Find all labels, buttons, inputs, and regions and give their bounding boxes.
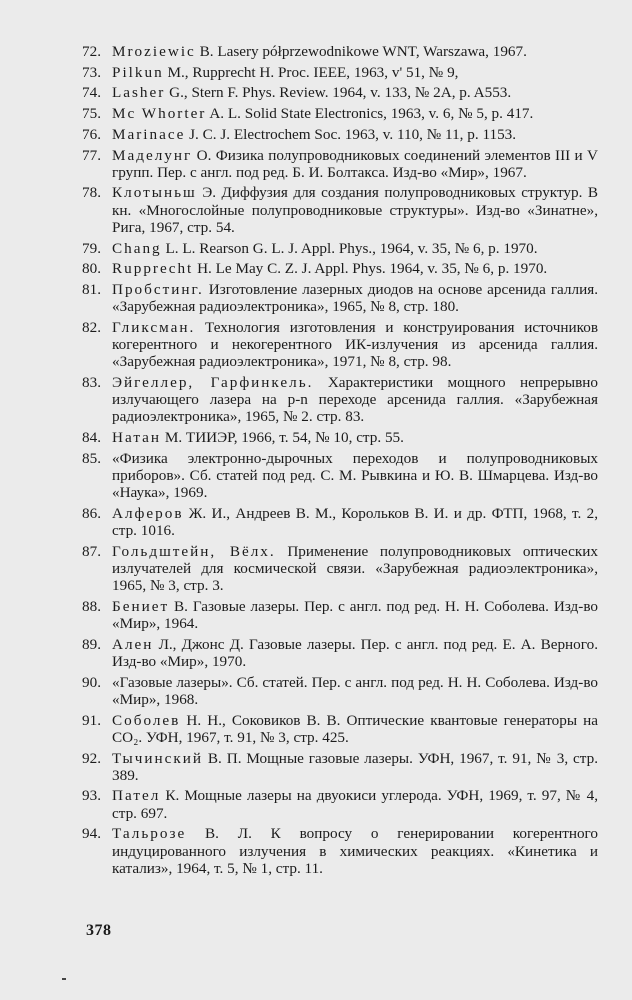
reference-body: Применение полупроводниковых оптических излучателей для космической связи. «Зарубежная радиоэлектроника», 1965, № 3, стр. 3. bbox=[112, 542, 599, 595]
reference-text bbox=[112, 43, 598, 60]
reference-number: 84. bbox=[82, 429, 101, 447]
reference-text bbox=[112, 147, 598, 181]
reference-text bbox=[112, 712, 598, 746]
reference-entry bbox=[82, 429, 598, 446]
reference-author: Ален bbox=[112, 635, 154, 653]
reference-entry bbox=[82, 374, 598, 426]
reference-author: Маделунг bbox=[112, 146, 193, 164]
reference-number: 77. bbox=[82, 146, 101, 164]
reference-author: Mroziewic bbox=[112, 43, 196, 60]
reference-number: 87. bbox=[82, 542, 101, 560]
reference-text bbox=[112, 429, 598, 446]
reference-text bbox=[112, 84, 598, 101]
reference-author: Pilkun bbox=[112, 63, 164, 81]
reference-entry bbox=[82, 636, 598, 670]
reference-number: 94. bbox=[82, 825, 101, 843]
reference-author: Пробстинг. bbox=[112, 280, 204, 298]
reference-entry bbox=[82, 450, 598, 502]
reference-list bbox=[82, 43, 598, 880]
reference-body: Л., Джонс Д. Газовые лазеры. Пер. с англ. под ред. Е. А. Верного. Изд-во «Мир», 1970. bbox=[112, 635, 599, 670]
reference-author: Гольдштейн, Вёлх. bbox=[112, 542, 276, 560]
reference-body: A. L. Solid State Electronics, 1963, v. 6, № 5, p. 417. bbox=[209, 105, 534, 123]
reference-number: 93. bbox=[82, 787, 101, 805]
reference-author: Marinace bbox=[112, 125, 186, 143]
reference-number: 83. bbox=[82, 373, 101, 391]
reference-body: Характеристики мощного непрерывно излучающего лазера на p-n переходе арсенида галлия. «Зарубежная радиоэлектроника», 1965, № 2. стр. 83. bbox=[112, 373, 599, 426]
reference-body: M., Rupprecht H. Proc. IEEE, 1963, v' 51, № 9, bbox=[167, 63, 459, 81]
reference-entry bbox=[82, 319, 598, 371]
reference-entry bbox=[82, 712, 598, 746]
reference-text bbox=[112, 674, 598, 708]
reference-body: В. П. Мощные газовые лазеры. УФН, 1967, т. 91, № 3, стр. 389. bbox=[112, 749, 598, 784]
reference-text bbox=[112, 184, 598, 236]
reference-text bbox=[112, 750, 598, 784]
reference-author: Эйгеллер, Гарфинкель. bbox=[112, 373, 314, 391]
reference-body: Н. Н., Соковиков В. В. Оптические квантовые генераторы на CO₂. УФН, 1967, т. 91, № 3, стр. 425. bbox=[112, 711, 598, 746]
reference-entry bbox=[82, 43, 598, 60]
reference-body: М. ТИИЭР, 1966, т. 54, № 10, стр. 55. bbox=[164, 429, 404, 447]
reference-entry bbox=[82, 674, 598, 708]
reference-body: J. C. J. Electrochem Soc. 1963, v. 110, № 11, p. 1153. bbox=[189, 125, 517, 143]
reference-text bbox=[112, 281, 598, 315]
reference-entry bbox=[82, 105, 598, 122]
reference-text bbox=[112, 64, 598, 81]
reference-entry bbox=[82, 240, 598, 257]
reference-text bbox=[112, 598, 598, 632]
reference-number: 89. bbox=[82, 635, 101, 653]
reference-body: B. Lasery półprzewodnikowe WNT, Warszawa, 1967. bbox=[199, 43, 527, 60]
reference-text bbox=[112, 105, 598, 122]
reference-author: Алферов bbox=[112, 504, 184, 522]
reference-number: 86. bbox=[82, 504, 101, 522]
reference-text bbox=[112, 240, 598, 257]
reference-entry bbox=[82, 184, 598, 236]
reference-entry bbox=[82, 126, 598, 143]
reference-entry bbox=[82, 64, 598, 81]
reference-number: 88. bbox=[82, 597, 101, 615]
print-speck bbox=[62, 978, 66, 980]
reference-number: 82. bbox=[82, 318, 101, 336]
reference-entry bbox=[82, 825, 598, 877]
reference-body: Изготовление лазерных диодов на основе арсенида галлия. «Зарубежная радиоэлектроника», 1965, № 8, стр. 180. bbox=[112, 280, 598, 316]
reference-body: О. Физика полупроводниковых соединений элементов III и V групп. Пер. с англ. под ред. Б. И. Болтакса. Изд-во «Мир», 1967. bbox=[112, 146, 599, 181]
reference-text bbox=[112, 787, 598, 821]
reference-text bbox=[112, 450, 598, 502]
reference-author: Клотыньш bbox=[112, 184, 197, 202]
reference-body: К. Мощные лазеры на двуокиси углерода. УФН, 1969, т. 97, № 4, стр. 697. bbox=[112, 787, 599, 822]
reference-author: Тычинский bbox=[112, 749, 203, 767]
reference-entry bbox=[82, 505, 598, 539]
reference-entry bbox=[82, 147, 598, 181]
reference-text bbox=[112, 636, 598, 670]
reference-number: 92. bbox=[82, 749, 101, 767]
reference-author: Соболев bbox=[112, 711, 181, 729]
reference-number: 80. bbox=[82, 260, 101, 278]
reference-author: Тальрозе bbox=[112, 825, 187, 843]
reference-body: Э. Диффузия для создания полупроводниковых структур. В кн. «Многослойные полупроводниковые структуры». Изд-во «Зинатне», Рига, 1967, стр. 54. bbox=[112, 184, 598, 236]
reference-entry bbox=[82, 598, 598, 632]
reference-entry bbox=[82, 84, 598, 101]
reference-author: Гликсман. bbox=[112, 318, 196, 336]
reference-number: 79. bbox=[82, 239, 101, 257]
reference-entry bbox=[82, 750, 598, 784]
reference-author: Натан bbox=[112, 429, 162, 447]
reference-entry bbox=[82, 281, 598, 315]
reference-entry bbox=[82, 260, 598, 277]
reference-text bbox=[112, 543, 598, 595]
reference-body: H. Le May C. Z. J. Appl. Phys. 1964, v. 35, № 6, p. 1970. bbox=[197, 260, 548, 278]
reference-entry bbox=[82, 787, 598, 821]
page-number: 378 bbox=[86, 922, 112, 939]
reference-body: G., Stern F. Phys. Review. 1964, v. 133, № 2A, p. A553. bbox=[169, 84, 512, 102]
reference-author: Бениет bbox=[112, 597, 170, 615]
reference-text bbox=[112, 825, 598, 877]
reference-body: В. Л. К вопросу о генерировании когерентного индуцированного излучения в химических реакциях. «Кинетика и катализ», 1964, т. 5, № 1, стр. 11. bbox=[112, 825, 598, 877]
reference-text bbox=[112, 319, 598, 371]
reference-text bbox=[112, 505, 598, 539]
reference-number: 91. bbox=[82, 711, 101, 729]
reference-author: Пател bbox=[112, 787, 161, 805]
reference-body: «Физика электронно-дырочных переходов и полупроводниковых приборов». Сб. статей под ред. С. М. Рывкина и Ю. В. Шмарцева. Изд-во «Наука», 1969. bbox=[112, 449, 598, 502]
reference-body: В. Газовые лазеры. Пер. с англ. под ред. Н. Н. Соболева. Изд-во «Мир», 1964. bbox=[112, 597, 598, 633]
reference-number: 85. bbox=[82, 449, 101, 467]
reference-author: Rupprecht bbox=[112, 260, 194, 278]
reference-body: Ж. И., Андреев В. М., Корольков В. И. и др. ФТП, 1968, т. 2, стр. 1016. bbox=[112, 504, 598, 540]
reference-body: Технология изготовления и конструирования источников когерентного и некогерентного ИК-излучения из арсенида галлия. «Зарубежная радиоэлектроника», 1971, № 8, стр. 98. bbox=[112, 318, 598, 371]
reference-body: «Газовые лазеры». Сб. статей. Пер. с англ. под ред. Н. Н. Соболева. Изд-во «Мир», 1968. bbox=[112, 673, 598, 708]
reference-number: 72. bbox=[82, 43, 101, 60]
reference-entry bbox=[82, 543, 598, 595]
reference-number: 76. bbox=[82, 125, 101, 143]
reference-number: 73. bbox=[82, 63, 101, 81]
reference-author: Mc Whorter bbox=[112, 105, 207, 123]
reference-author: Lasher bbox=[112, 84, 166, 102]
reference-number: 90. bbox=[82, 673, 101, 691]
reference-number: 78. bbox=[82, 184, 101, 202]
reference-number: 81. bbox=[82, 280, 101, 298]
reference-number: 74. bbox=[82, 84, 101, 102]
reference-text bbox=[112, 374, 598, 426]
reference-author: Chang bbox=[112, 239, 162, 257]
reference-number: 75. bbox=[82, 105, 101, 123]
reference-text bbox=[112, 126, 598, 143]
reference-body: L. L. Rearson G. L. J. Appl. Phys., 1964, v. 35, № 6, p. 1970. bbox=[165, 239, 538, 257]
reference-text bbox=[112, 260, 598, 277]
